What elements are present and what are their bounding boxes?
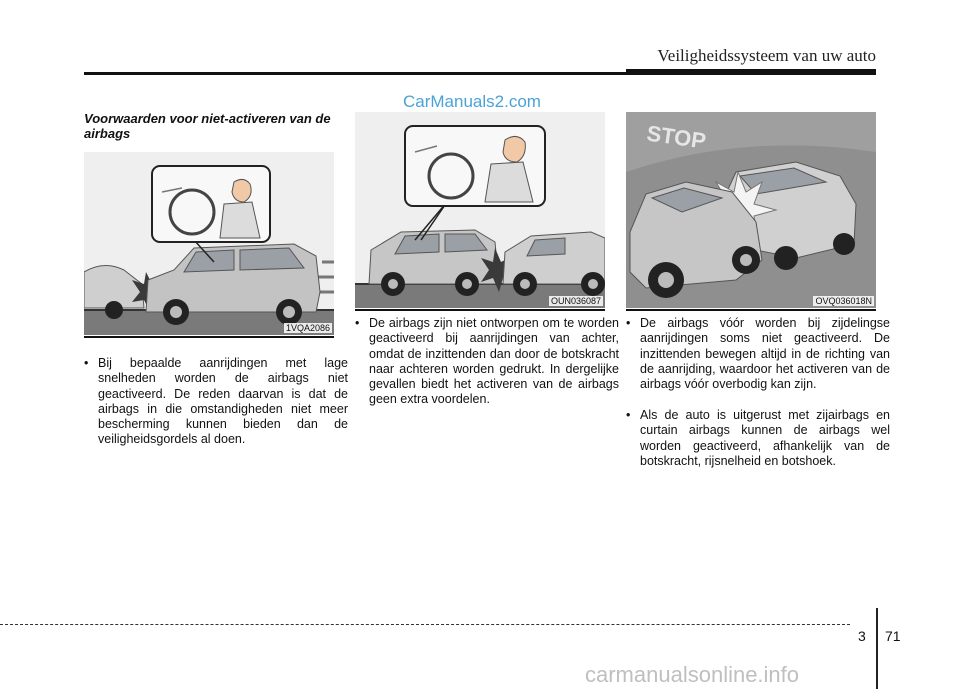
stop-road-marking: STOP (645, 120, 708, 154)
page-number: 71 (885, 628, 901, 644)
carmanuals-watermark: CarManuals2.com (403, 92, 541, 111)
footer-dashed-rule (0, 624, 850, 625)
section-heading: Voorwaarden voor niet-activeren van de airbags (84, 111, 331, 141)
figure-code: 1VQA2086 (285, 323, 330, 333)
figure-rule (626, 309, 876, 311)
figure-code: OVQ036018N (815, 296, 872, 306)
figure-rule (84, 336, 334, 338)
site-watermark: carmanualsonline.info (585, 662, 800, 687)
figure-side-collision (626, 112, 876, 308)
bullet-side-impact: • De airbags vóór worden bij zijdelingse aanrijdingen soms niet geactiveerd. De inzittenden bewegen altijd in de richting van de aanrijding, waardoor het activeren van de airbags vóór overbodig kan zijn. (626, 316, 890, 392)
chapter-number: 3 (858, 628, 866, 644)
bullet-side-airbags: • Als de auto is uitgerust met zijairbags en curtain airbags kunnen de airbags wel worden geactiveerd, afhankelijk van de botskracht, rijsnelheid en botshoek. (626, 408, 890, 469)
figure-front-collision (84, 152, 334, 335)
bullet-low-speed: • Bij bepaalde aanrijdingen met lage snelheden worden de airbags niet geactiveerd. De reden daarvan is dat de airbags in die omstandigheden niet meer bescherming kunnen bieden dan de veiligheidsgordels al doen. (84, 356, 348, 448)
figure-rear-collision (355, 112, 605, 308)
footer-divider (876, 608, 878, 689)
figure-code: OUN036087 (550, 296, 601, 306)
header-rule-accent (626, 69, 876, 74)
bullet-rear-impact: • De airbags zijn niet ontworpen om te worden geactiveerd bij aanrijdingen van achter, omdat de inzittenden dan door de botskracht naar achteren worden gedrukt. In dergelijke gevallen biedt het activeren van de airbags geen extra voordelen. (355, 316, 619, 408)
header-title: Veiligheidssysteem van uw auto (657, 46, 876, 65)
figure-rule (355, 309, 605, 311)
